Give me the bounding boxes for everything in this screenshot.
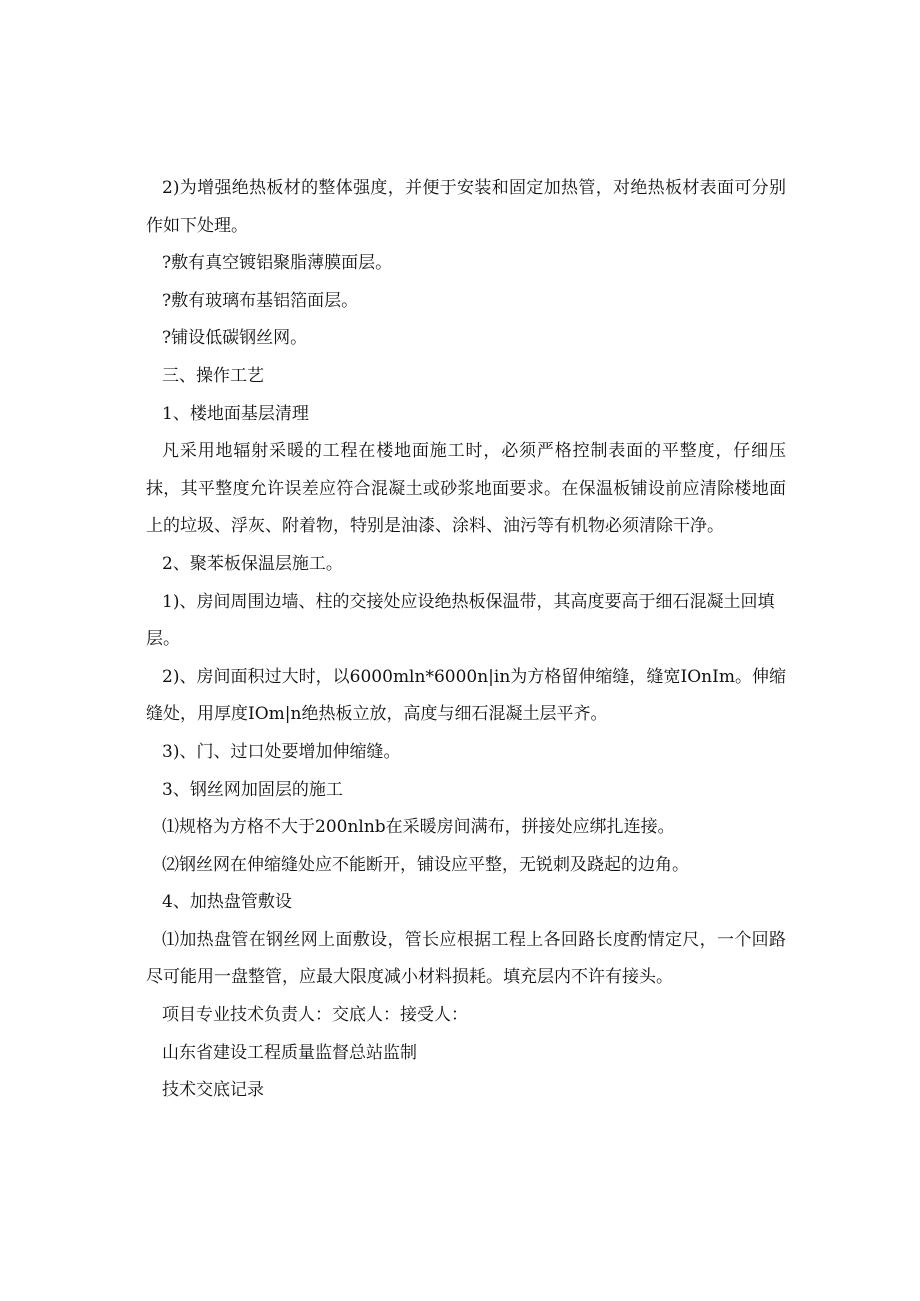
paragraph-item-aluminized-film: ?敷有真空镀铝聚脂薄膜面层。: [162, 253, 393, 274]
subheading-floor-base-cleaning: 1、楼地面基层清理: [162, 403, 309, 424]
subheading-heating-coil: 4、加热盘管敷设: [162, 892, 292, 913]
paragraph-expansion-joint: 2)、房间面积过大时，以6000mln*6000n|in为方格留伸缩缝，缝宽IOnIm。伸缩缝处，用厚度IOm|n绝热板立放，高度与细石混凝土层平齐。: [146, 666, 786, 725]
paragraph-insulation-belt: 1)、房间周围边墙、柱的交接处应设绝热板保温带，其高度要高于细石混凝土回填层。: [146, 591, 775, 650]
issuer-line: 山东省建设工程质量监督总站监制: [162, 1042, 417, 1063]
paragraph-floor-cleaning: 凡采用地辐射采暖的工程在楼地面施工时，必须严格控制表面的平整度，仔细压抹，其平整度允许误差应符合混凝土或砂浆地面要求。在保温板铺设前应清除楼地面上的垃圾、浮灰、附着物，特别是油漆、涂料、油污等有机物必须清除干净。: [146, 441, 786, 537]
subheading-steel-mesh-layer: 3、钢丝网加固层的施工: [162, 779, 343, 800]
paragraph-mesh-continuity: ⑵钢丝网在伸缩缝处应不能断开，铺设应平整，无锐刺及跷起的边角。: [162, 854, 689, 875]
signature-line: 项目专业技术负责人：交底人：接受人：: [162, 1005, 468, 1026]
section-heading-operation-process: 三、操作工艺: [162, 365, 264, 386]
paragraph-item-glass-cloth-foil: ?敷有玻璃布基铝箔面层。: [162, 290, 359, 311]
paragraph-mesh-spec: ⑴规格为方格不大于200nlnb在采暖房间满布，拼接处应绑扎连接。: [162, 817, 675, 838]
record-title: 技术交底记录: [162, 1080, 264, 1101]
subheading-eps-insulation: 2、聚苯板保温层施工。: [162, 553, 343, 574]
paragraph-door-joint: 3)、门、过口处要增加伸缩缝。: [162, 741, 401, 762]
paragraph-item-steel-mesh: ?铺设低碳钢丝网。: [162, 328, 308, 349]
document-body: [146, 170, 786, 1110]
paragraph-heating-coil: ⑴加热盘管在钢丝网上面敷设，管长应根据工程上各回路长度酌情定尺，一个回路尽可能用一盘整管，应最大限度减小材料损耗。填充层内不许有接头。: [146, 929, 786, 988]
paragraph-insulation-treatment: 2)为增强绝热板材的整体强度，并便于安装和固定加热管，对绝热板材表面可分别作如下处理。: [146, 178, 786, 236]
